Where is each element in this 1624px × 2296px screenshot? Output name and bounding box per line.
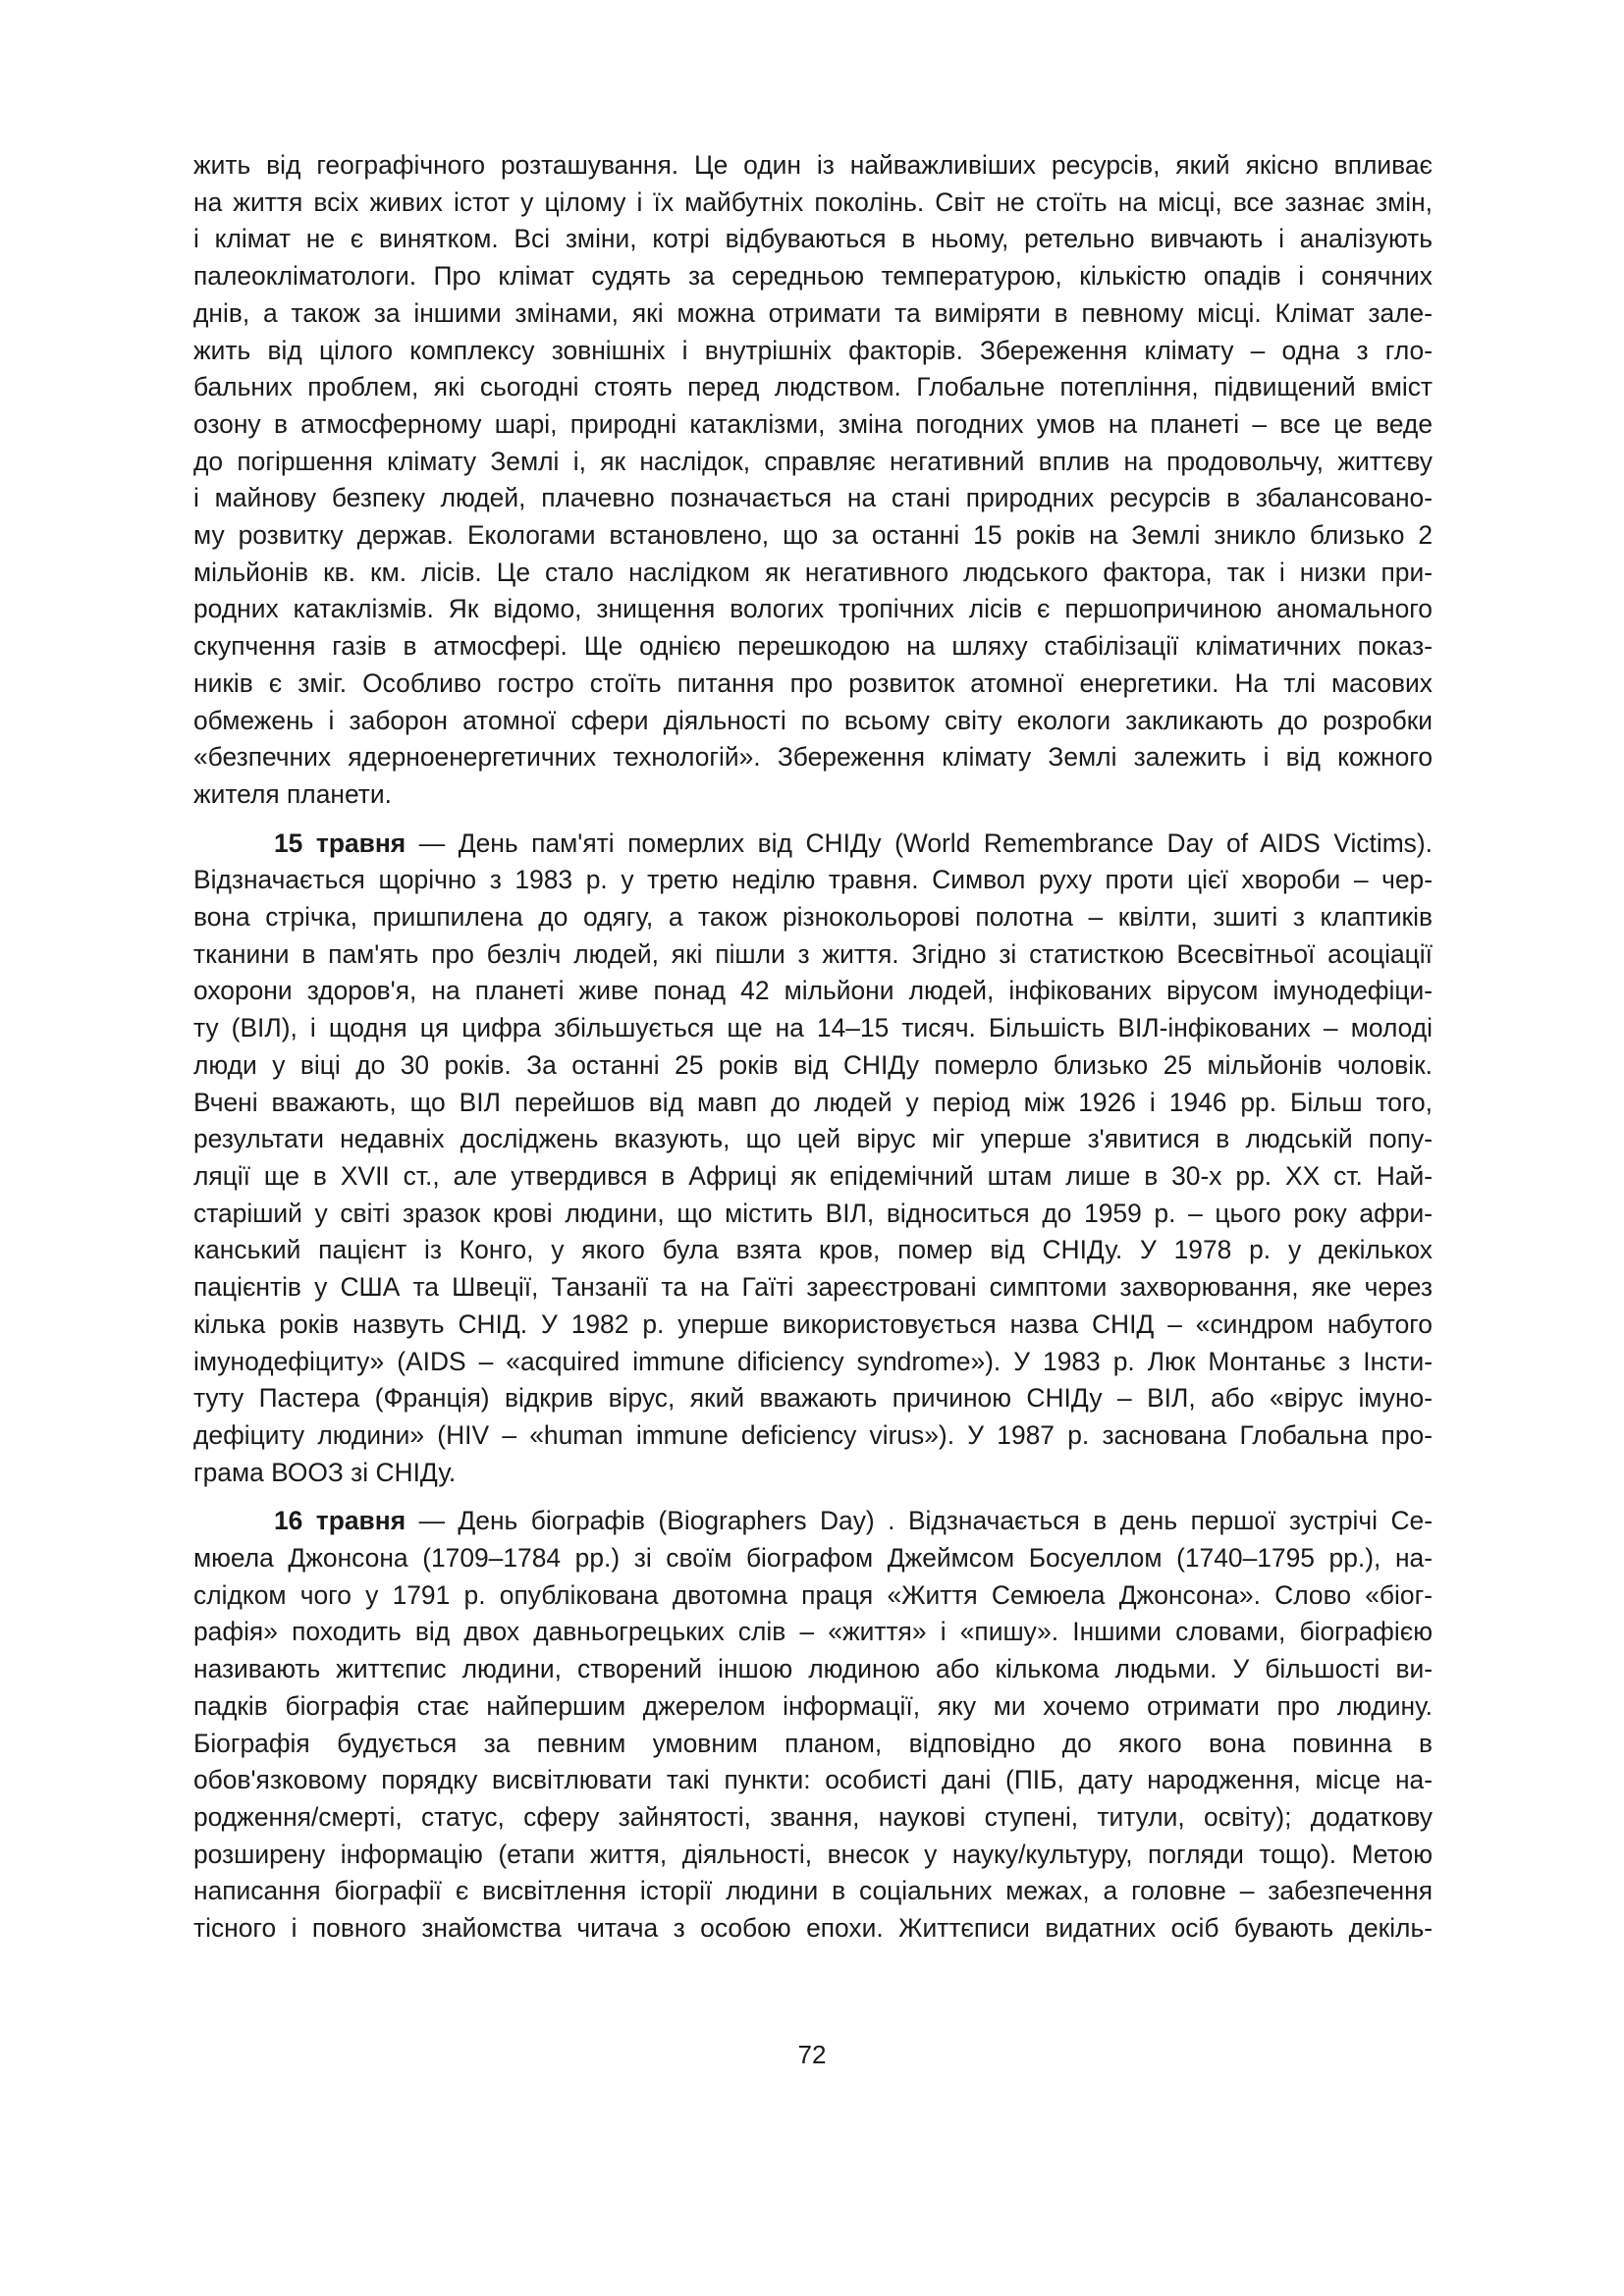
text-line: скупчення газів в атмосфері. Ще однією перешкодою на шляху стабілізації кліматичних показ-: [193, 631, 1433, 662]
paragraph-may-15: [193, 826, 1433, 1492]
date-heading-may-15: 15 травня: [274, 828, 406, 858]
text-line: ників є зміг. Особливо гостро стоїть питання про розвиток атомної енергетики. На тлі масових: [193, 667, 1433, 698]
body-text: [193, 147, 1433, 1948]
text-line: результати недавніх досліджень вказують, що цей вірус міг уперше з'явитися в людській попу-: [193, 1124, 1433, 1154]
text-line: мюела Джонсона (1709–1784 рр.) зі своїм біографом Джеймсом Босуеллом (1740–1795 рр.), на-: [193, 1543, 1433, 1574]
text-line: називають життєпис людини, створений іншою людиною або кількома людьми. У більшості ви-: [193, 1654, 1433, 1684]
text-line: Відзначається щорічно з 1983 р. у третю неділю травня. Символ руху проти цієї хвороби – чер-: [193, 865, 1433, 895]
text-line: імунодефіциту» (AIDS – «acquired immune dificiency syndrome»). У 1983 р. Люк Монтаньє з Інсти-: [193, 1346, 1433, 1376]
text-line: днів, а також за іншими змінами, які можна отримати та виміряти в певному місці. Клімат зале-: [193, 297, 1433, 328]
text-line: Біографія будується за певним умовним планом, відповідно до якого вона повинна в: [193, 1728, 1433, 1758]
text-line: жителя планети.: [193, 778, 392, 809]
text-line: охорони здоров'я, на планеті живе понад 42 мільйони людей, інфікованих вірусом імунодефіци-: [193, 976, 1433, 1006]
text-line: обмежень і заборон атомної сфери діяльності по всьому світу екологи закликають до розробки: [193, 705, 1433, 735]
text-line: жить від географічного розташування. Це один із найважливіших ресурсів, який якісно впливає: [193, 150, 1433, 180]
text-line: написання біографії є висвітлення історії людини в соціальних межах, а головне – забезпечення: [193, 1876, 1433, 1906]
text-line: грама ВООЗ зі СНІДу.: [193, 1457, 457, 1487]
text-line: тканини в пам'ять про безліч людей, які пішли з життя. Згідно зі статисткою Всесвітньої асоціації: [193, 938, 1433, 969]
text-line: на життя всіх живих істот у цілому і їх майбутніх поколінь. Світ не стоїть на місці, все зазнає змін,: [193, 187, 1433, 217]
text-line: і майнову безпеку людей, плачевно позначається на стані природних ресурсів в збалансовано-: [193, 483, 1433, 513]
text-line: канський пацієнт із Конго, у якого була взята кров, помер від СНІДу. У 1978 р. у декількох: [193, 1235, 1433, 1265]
text-line: туту Пастера (Франція) відкрив вірус, який вважають причиною СНІДу – ВІЛ, або «вірус імуно-: [193, 1383, 1433, 1414]
text-line: бальних проблем, які сьогодні стоять перед людством. Глобальне потепління, підвищений вміст: [193, 372, 1433, 402]
text-line: ляції ще в XVII ст., але утвердився в Африці як епідемічний штам лише в 30-х рр. XX ст. Най-: [193, 1160, 1433, 1191]
text-line: падків біографія стає найпершим джерелом інформації, яку ми хочемо отримати про людину.: [193, 1690, 1433, 1721]
text-line: слідком чого у 1791 р. опублікована двотомна праця «Життя Семюела Джонсона». Слово «біог-: [193, 1579, 1433, 1610]
text-line: жить від цілого комплексу зовнішніх і внутрішніх факторів. Збереження клімату – одна з гло-: [193, 335, 1433, 365]
page-number: 72: [797, 2040, 827, 2069]
text-line: мільйонів кв. км. лісів. Це стало наслідком як негативного людського фактора, так і низки при-: [193, 557, 1433, 587]
text-line: му розвитку держав. Екологами встановлено, що за останні 15 років на Землі зникло близько 2: [193, 520, 1433, 551]
text-line: пацієнтів у США та Швеції, Танзанії та на Гаїті зареєстровані симптоми захворювання, яке через: [193, 1272, 1433, 1303]
text-line: тісного і повного знайомства читача з особою епохи. Життєписи видатних осіб бувають декіль-: [193, 1913, 1433, 1944]
text-line: і клімат не є винятком. Всі зміни, котрі відбуваються в ньому, ретельно вивчають і аналізують: [193, 224, 1433, 254]
text-line: люди у віці до 30 років. За останні 25 років від СНІДу померло близько 25 мільйонів чоловік.: [193, 1049, 1433, 1080]
text-line: Вчені вважають, що ВІЛ перейшов від мавп до людей у період між 1926 і 1946 рр. Більш того,: [193, 1087, 1433, 1117]
paragraph-first-line-text: — День пам'яті померлих від СНІДу (World Remembrance Day of AIDS Victims).: [406, 828, 1433, 858]
date-heading-may-16: 16 травня: [274, 1506, 406, 1536]
text-line: обов'язковому порядку висвітлювати такі пункти: особисті дані (ПІБ, дату народження, місце на-: [193, 1765, 1433, 1795]
paragraph-climate: [193, 147, 1433, 814]
text-line: «безпечних ядерноенергетичних технологій». Збереження клімату Землі залежить і від кожного: [193, 742, 1433, 773]
text-line: рафія» походить від двох давньогрецьких слів – «життя» і «пишу». Іншими словами, біографією: [193, 1617, 1433, 1647]
text-line: ту (ВІЛ), і щодня ця цифра збільшується ще на 14–15 тисяч. Більшість ВІЛ-інфікованих – молоді: [193, 1013, 1433, 1043]
text-line: родження/смерті, статус, сферу зайнятості, звання, наукові ступені, титули, освіту); додаткову: [193, 1801, 1433, 1832]
text-line: палеокліматологи. Про клімат судять за середньою температурою, кількістю опадів і сонячних: [193, 261, 1433, 292]
text-line: до погіршення клімату Землі і, як наслідок, справляє негативний вплив на продовольчу, життєву: [193, 446, 1433, 476]
text-line: озону в атмосферному шарі, природні катаклізми, зміна погодних умов на планеті – все це веде: [193, 408, 1433, 439]
text-line: вона стрічка, пришпилена до одягу, а також різнокольорові полотна – квілти, зшиті з клаптиків: [193, 902, 1433, 933]
text-line: розширену інформацію (етапи життя, діяльності, внесок у науку/культуру, погляди тощо). Метою: [193, 1839, 1433, 1869]
text-line: дефіциту людини» (HIV – «human immune deficiency virus»). У 1987 р. заснована Глобальна про-: [193, 1419, 1433, 1450]
paragraph-may-16: [193, 1503, 1433, 1947]
text-line: родних катаклізмів. Як відомо, знищення вологих тропічних лісів є першопричиною аномального: [193, 594, 1433, 624]
paragraph-first-line-text: — День біографів (Biographers Day) . Відзначається в день першої зустрічі Се-: [406, 1506, 1433, 1536]
paragraph-first-line: [193, 826, 1433, 863]
text-line: кілька років назвуть СНІД. У 1982 р. уперше використовується назва СНІД – «синдром набутого: [193, 1308, 1433, 1339]
text-line: старіший у світі зразок крові людини, що містить ВІЛ, відноситься до 1959 р. – цього року афри-: [193, 1198, 1433, 1228]
paragraph-first-line: [193, 1503, 1433, 1540]
